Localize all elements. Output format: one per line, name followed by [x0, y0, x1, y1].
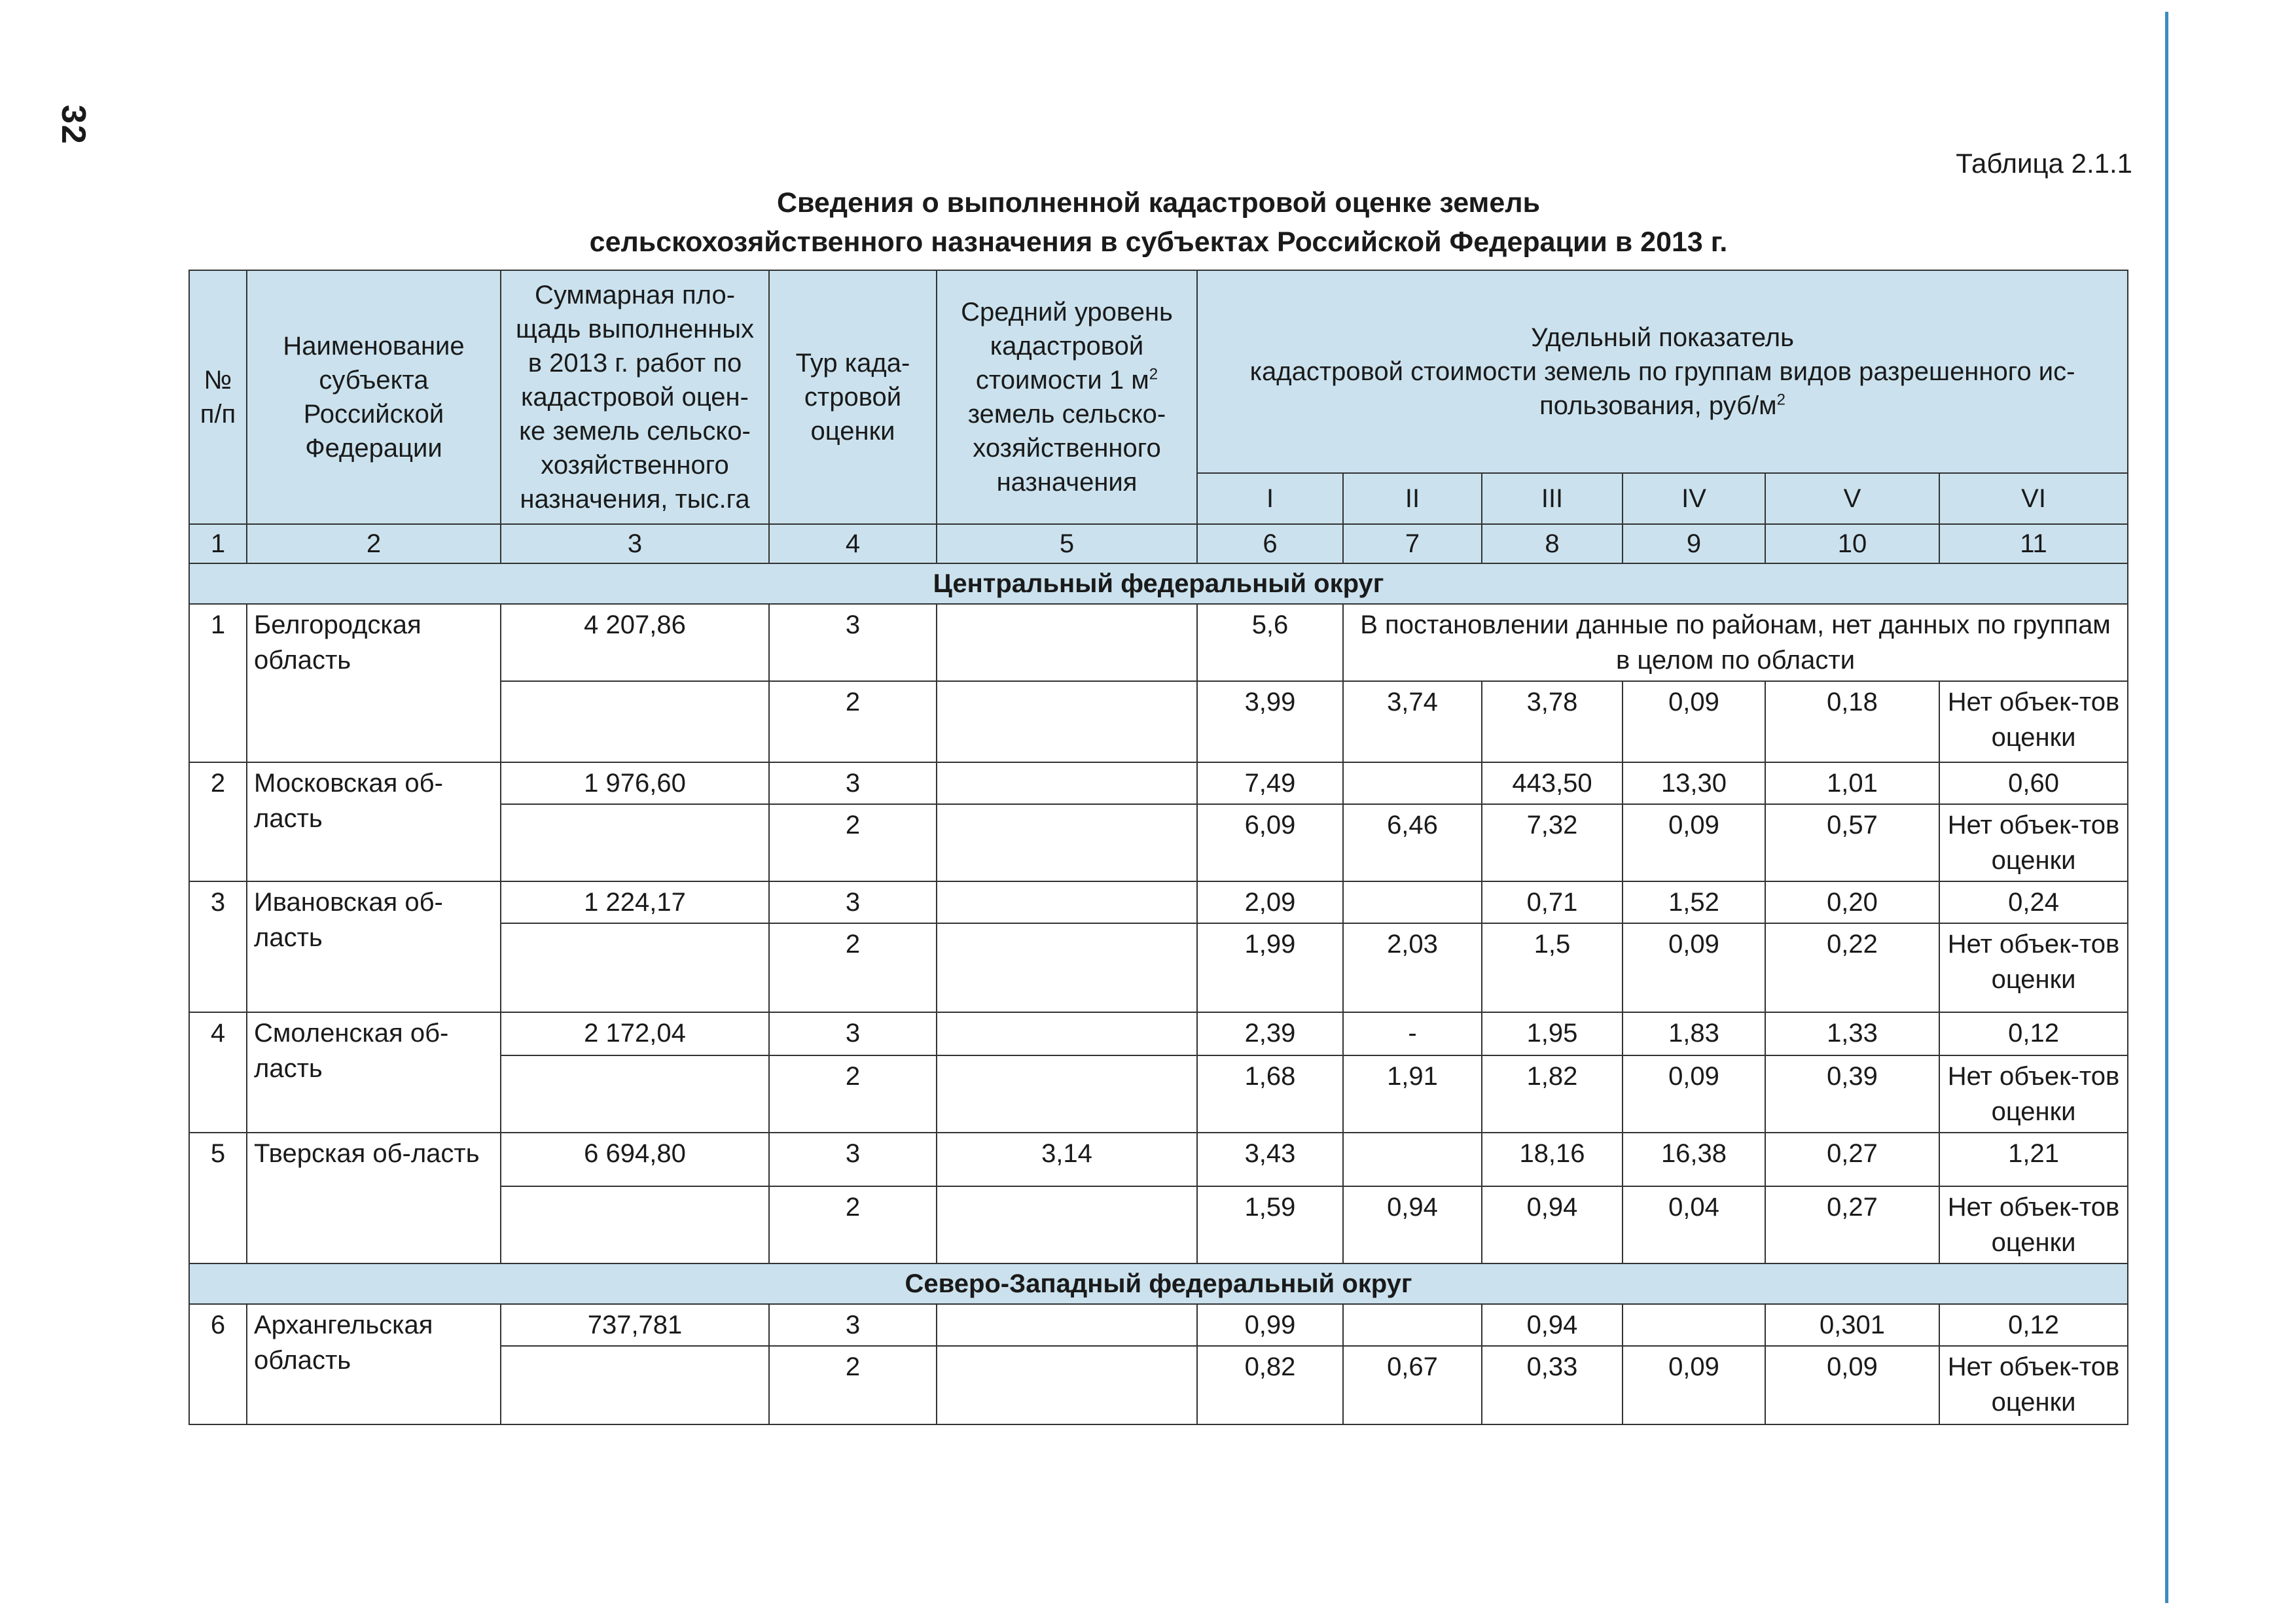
cadastral-valuation-table [188, 270, 2128, 1425]
group-5-value: 1,33 [1765, 1012, 1939, 1055]
header-specific-indicator-sup: 2 [1776, 391, 1785, 409]
group-4-value: 0,04 [1623, 1186, 1765, 1263]
page-number: 32 [54, 105, 92, 145]
header-group-5: V [1765, 473, 1939, 524]
header-average-cost-sup: 2 [1149, 365, 1158, 383]
group-5-value: 0,18 [1765, 681, 1939, 762]
group-5-value: 0,301 [1765, 1304, 1939, 1346]
group-4-value: 0,09 [1623, 681, 1765, 762]
table-row [189, 762, 2128, 804]
group-3-value: 443,50 [1482, 762, 1623, 804]
header-average-cost-part-2: земель сельско-хозяйственного назначения [967, 400, 1166, 497]
column-number: 7 [1343, 524, 1482, 563]
tour-value: 3 [769, 1012, 937, 1055]
average-value: 3,14 [937, 1133, 1197, 1186]
column-number: 3 [501, 524, 769, 563]
column-number: 2 [247, 524, 501, 563]
table-row [189, 1304, 2128, 1346]
header-specific-indicator-line-2 [1204, 355, 2121, 423]
average-value [937, 762, 1197, 804]
group-1-value: 2,09 [1197, 881, 1343, 923]
tour-value: 3 [769, 762, 937, 804]
tour-value: 2 [769, 804, 937, 881]
subject-name: Тверская об-ласть [247, 1133, 501, 1263]
group-5-value: 0,57 [1765, 804, 1939, 881]
group-2-value [1343, 762, 1482, 804]
column-number: 10 [1765, 524, 1939, 563]
group-2-value [1343, 881, 1482, 923]
subject-name: Московская об-ласть [247, 762, 501, 881]
table-title-line-2: сельскохозяйственного назначения в субъектах Российской Федерации в 2013 г. [589, 226, 1728, 258]
row-num: 4 [189, 1012, 247, 1133]
area-value [501, 923, 769, 1012]
group-4-value: 13,30 [1623, 762, 1765, 804]
group-1-value: 3,43 [1197, 1133, 1343, 1186]
column-number-row [189, 524, 2128, 563]
header-group-3: III [1482, 473, 1623, 524]
tour-value: 2 [769, 1346, 937, 1424]
tour-value: 2 [769, 1186, 937, 1263]
group-5-value: 0,27 [1765, 1186, 1939, 1263]
column-number: 1 [189, 524, 247, 563]
header-area: Суммарная пло-щадь выполненных в 2013 г. работ по кадастровой оцен-ке земель сельско-хозяйственного назначения, тыс.га [501, 270, 769, 524]
group-5-value: 0,22 [1765, 923, 1939, 1012]
area-value: 2 172,04 [501, 1012, 769, 1055]
district-row-northwest [189, 1263, 2128, 1304]
district-heading: Северо-Западный федеральный округ [189, 1263, 2128, 1304]
header-specific-indicator [1197, 270, 2128, 473]
group-6-value: 0,24 [1939, 881, 2128, 923]
group-3-value: 1,5 [1482, 923, 1623, 1012]
group-6-value: Нет объек-тов оценки [1939, 923, 2128, 1012]
area-value: 1 976,60 [501, 762, 769, 804]
tour-value: 3 [769, 1133, 937, 1186]
group-3-value: 0,33 [1482, 1346, 1623, 1424]
subject-name: Смоленская об-ласть [247, 1012, 501, 1133]
average-value [937, 1346, 1197, 1424]
group-3-value: 18,16 [1482, 1133, 1623, 1186]
header-specific-indicator-text: кадастровой стоимости земель по группам видов разрешенного ис-пользования, руб/м [1249, 357, 2075, 420]
area-value [501, 804, 769, 881]
group-5-value: 0,09 [1765, 1346, 1939, 1424]
column-number: 11 [1939, 524, 2128, 563]
table-row [189, 1133, 2128, 1186]
header-num: № п/п [189, 270, 247, 524]
area-value [501, 1055, 769, 1133]
group-2-value: - [1343, 1012, 1482, 1055]
group-5-value: 0,27 [1765, 1133, 1939, 1186]
area-value [501, 1346, 769, 1424]
group-4-value: 16,38 [1623, 1133, 1765, 1186]
group-1-value: 1,99 [1197, 923, 1343, 1012]
tour-value: 2 [769, 1055, 937, 1133]
row-num: 2 [189, 762, 247, 881]
column-number: 6 [1197, 524, 1343, 563]
table-title-line-1: Сведения о выполненной кадастровой оценке земель [776, 187, 1541, 219]
row-note: В постановлении данные по районам, нет данных по группам в целом по области [1343, 604, 2128, 681]
group-1-value: 6,09 [1197, 804, 1343, 881]
header-average-cost [937, 270, 1197, 524]
subject-name: Архангельская область [247, 1304, 501, 1424]
group-4-value [1623, 1304, 1765, 1346]
group-5-value: 0,39 [1765, 1055, 1939, 1133]
group-4-value: 0,09 [1623, 923, 1765, 1012]
column-number: 9 [1623, 524, 1765, 563]
group-6-value: Нет объек-тов оценки [1939, 804, 2128, 881]
group-2-value: 6,46 [1343, 804, 1482, 881]
group-4-value: 0,09 [1623, 1346, 1765, 1424]
row-num: 1 [189, 604, 247, 762]
group-1-value: 0,99 [1197, 1304, 1343, 1346]
group-1-value: 2,39 [1197, 1012, 1343, 1055]
group-3-value: 0,71 [1482, 881, 1623, 923]
area-value [501, 681, 769, 762]
group-3-value: 0,94 [1482, 1186, 1623, 1263]
tour-value: 3 [769, 881, 937, 923]
average-value [937, 923, 1197, 1012]
group-3-value: 1,82 [1482, 1055, 1623, 1133]
row-num: 6 [189, 1304, 247, 1424]
group-1-value: 0,82 [1197, 1346, 1343, 1424]
group-4-value: 1,52 [1623, 881, 1765, 923]
header-group-2: II [1343, 473, 1482, 524]
header-group-1: I [1197, 473, 1343, 524]
header-group-4: IV [1623, 473, 1765, 524]
subject-name: Ивановская об-ласть [247, 881, 501, 1012]
average-value [937, 1012, 1197, 1055]
group-1-value: 3,99 [1197, 681, 1343, 762]
group-6-value: 1,21 [1939, 1133, 2128, 1186]
group-6-value: 0,12 [1939, 1012, 2128, 1055]
column-number: 5 [937, 524, 1197, 563]
group-4-value: 0,09 [1623, 1055, 1765, 1133]
column-number: 4 [769, 524, 937, 563]
average-value [937, 1304, 1197, 1346]
group-4-value: 0,09 [1623, 804, 1765, 881]
group-4-value: 1,83 [1623, 1012, 1765, 1055]
table-row [189, 1012, 2128, 1055]
group-6-value: Нет объек-тов оценки [1939, 681, 2128, 762]
group-6-value: Нет объек-тов оценки [1939, 1186, 2128, 1263]
group-3-value: 1,95 [1482, 1012, 1623, 1055]
district-heading: Центральный федеральный округ [189, 563, 2128, 604]
row-num: 5 [189, 1133, 247, 1263]
page-edge-rule [2165, 12, 2168, 1603]
header-group-6: VI [1939, 473, 2128, 524]
group-5-value: 1,01 [1765, 762, 1939, 804]
average-value [937, 681, 1197, 762]
area-value: 737,781 [501, 1304, 769, 1346]
group-3-value: 3,78 [1482, 681, 1623, 762]
tour-value: 3 [769, 604, 937, 681]
subject-name: Белгородская область [247, 604, 501, 762]
row-num: 3 [189, 881, 247, 1012]
group-2-value [1343, 1133, 1482, 1186]
group-6-value: 0,12 [1939, 1304, 2128, 1346]
average-value [937, 804, 1197, 881]
group-2-value: 1,91 [1343, 1055, 1482, 1133]
tour-value: 2 [769, 923, 937, 1012]
average-value [937, 604, 1197, 681]
tour-value: 2 [769, 681, 937, 762]
table-row [189, 604, 2128, 681]
header-tour: Тур када-стровой оценки [769, 270, 937, 524]
group-2-value [1343, 1304, 1482, 1346]
group-5-value: 0,20 [1765, 881, 1939, 923]
group-6-value: Нет объек-тов оценки [1939, 1346, 2128, 1424]
table-label: Таблица 2.1.1 [1956, 148, 2132, 179]
average-value [937, 1055, 1197, 1133]
group-3-value: 7,32 [1482, 804, 1623, 881]
average-value [937, 1186, 1197, 1263]
group-2-value: 0,67 [1343, 1346, 1482, 1424]
tour-value: 3 [769, 1304, 937, 1346]
average-value [937, 881, 1197, 923]
area-value: 4 207,86 [501, 604, 769, 681]
group-1-value: 1,59 [1197, 1186, 1343, 1263]
group-2-value: 0,94 [1343, 1186, 1482, 1263]
area-value: 1 224,17 [501, 881, 769, 923]
header-specific-indicator-line-1: Удельный показатель [1531, 323, 1794, 352]
group-6-value: 0,60 [1939, 762, 2128, 804]
district-row-central [189, 563, 2128, 604]
group-2-value: 2,03 [1343, 923, 1482, 1012]
group-1-value: 5,6 [1197, 604, 1343, 681]
group-6-value: Нет объек-тов оценки [1939, 1055, 2128, 1133]
group-1-value: 7,49 [1197, 762, 1343, 804]
header-average-cost-part-1: Средний уровень кадастровой стоимости 1 м [961, 298, 1173, 395]
table-title [190, 183, 2127, 262]
area-value [501, 1186, 769, 1263]
table-row [189, 881, 2128, 923]
group-3-value: 0,94 [1482, 1304, 1623, 1346]
column-number: 8 [1482, 524, 1623, 563]
group-1-value: 1,68 [1197, 1055, 1343, 1133]
group-2-value: 3,74 [1343, 681, 1482, 762]
header-subject-name: Наименование субъекта Российской Федерации [247, 270, 501, 524]
area-value: 6 694,80 [501, 1133, 769, 1186]
